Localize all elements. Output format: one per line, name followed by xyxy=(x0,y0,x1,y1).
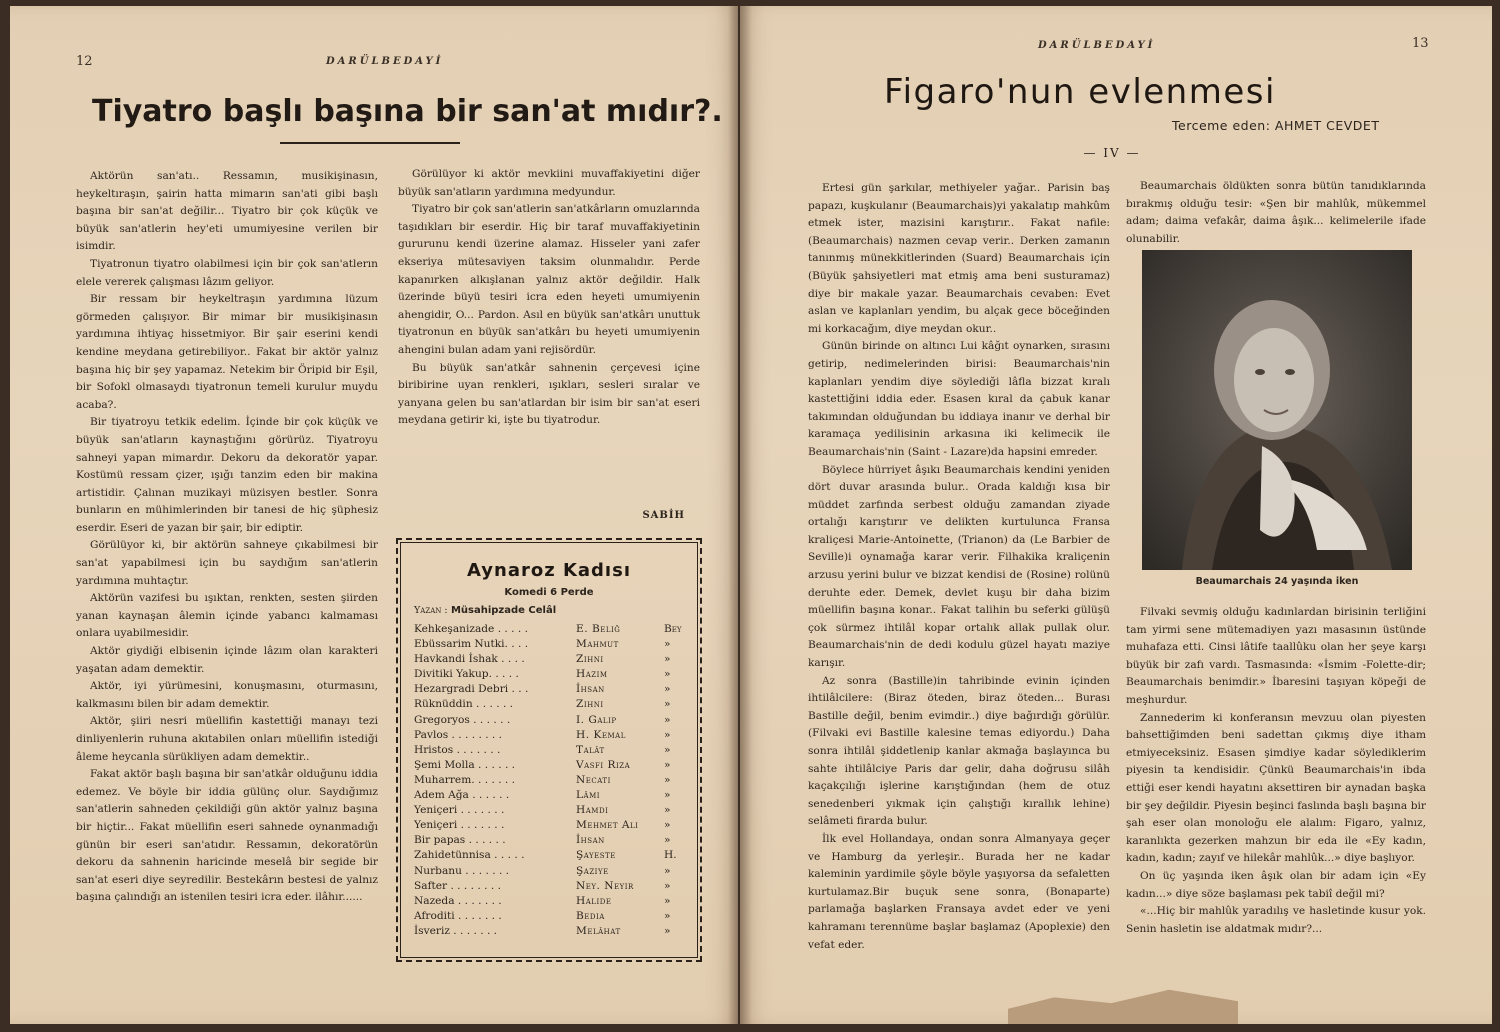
role-name: Kehkeşanizade . . . . . xyxy=(414,623,528,635)
cast-row xyxy=(414,697,684,712)
role-name: Yeniçeri . . . . . . . xyxy=(414,804,505,817)
title-mark: » xyxy=(664,834,671,847)
cast-row xyxy=(414,833,684,848)
actor-name: Mahmut xyxy=(576,638,619,651)
title-mark: Bey xyxy=(664,623,682,635)
role-name: Nurbanu . . . . . . . xyxy=(414,864,510,877)
cast-row xyxy=(414,788,684,803)
title-mark: » xyxy=(664,653,671,666)
paragraph: On üç yaşında iken âşık olan bir adam için «Ey kadın...» diye söze başlaması pek tabiî değil mi? xyxy=(1126,869,1426,900)
right-page xyxy=(740,6,1492,1024)
role-name: Nazeda . . . . . . . xyxy=(414,894,502,907)
cast-row xyxy=(414,682,684,697)
actor-name: Zihni xyxy=(576,698,604,711)
actor-name: Mehmet Ali xyxy=(576,819,639,832)
paragraph: Aktörün san'atı.. Ressamın, musikişinasın, heykeltıraşın, şairin hatta mimarın san'ati gibi başlı başına bir san'at değilir... Tiyatro bir çok küçük ve büyük san'atlerin hey'eti umumiyesine verilen bir isimdir. xyxy=(76,170,378,253)
beaumarchais-portrait-image xyxy=(1142,250,1412,570)
running-head: DARÜLBEDAYİ xyxy=(326,56,444,67)
play-title: Aynaroz Kadısı xyxy=(466,560,631,581)
right-column-2-bottom xyxy=(1126,604,1426,938)
role-name: Rüknüddin . . . . . . xyxy=(414,698,514,711)
role-name: Afroditi . . . . . . . xyxy=(414,909,502,922)
title-mark: » xyxy=(664,743,671,756)
title-mark: » xyxy=(664,758,671,771)
signature: SABİH xyxy=(642,510,685,521)
paragraph: Az sonra (Bastille)in tahribinde evinin içinden ihtilâlcilere: (Biraz öteden, biraz öteden... Burası Bastille değil, benim evimdir..) diye bağırdığı görülür. (Filvaki evi Bastille kalesine temas ediyordu.) Daha sonra ihtilâl şiddetlenip kanlar akmağa başlayınca bu sahte ihtilâlciye Paris dar gelir, daha doğrusu silâh kaçakçılığı işlerine karıştığından (hem de otuz senedenberi yıkmak için çalıştığı kırallık lehine) selâmeti firarda bulur. xyxy=(808,674,1110,828)
paragraph: Zannederim ki konferansın mevzuu olan piyesten bahsettiğimden beni sadettan çıkmış diye itham etmiyeceksiniz. Esasen şimdiye kadar söylediklerim piyesin ta kendisidir. Çünkü Beaumarchais'in ibda ettiği eser kendi hayatını aksettiren bir aynadan başka bir şey değildir. Piyesin beşinci faslında başlı başına bir şah eser olan monoloğu ele alalım: Figaro, yalnız, karanlıkta gezerken mahzun bir eda ile «Ey kadın, kadın, kadın; zayıf ve hilekâr mahlûk...» diye başlıyor. xyxy=(1126,711,1426,865)
title-mark: » xyxy=(664,789,671,802)
right-column-1 xyxy=(808,180,1110,954)
actor-name: Melâhat xyxy=(576,924,621,937)
title-mark: » xyxy=(664,804,671,817)
actor-name: Necati xyxy=(576,773,611,786)
actor-name: Ney. Neyir xyxy=(576,879,634,892)
left-column-2 xyxy=(398,166,700,430)
cast-row xyxy=(414,924,684,939)
title-mark: H. xyxy=(664,849,677,862)
paragraph: Tiyatronun tiyatro olabilmesi için bir çok san'atlerın elele vererek çalışması lâzım geliyor. xyxy=(76,257,378,288)
torn-edge xyxy=(1008,986,1238,1024)
cast-row xyxy=(414,818,684,833)
cast-row xyxy=(414,864,684,879)
title-mark: » xyxy=(664,864,671,877)
right-column-2-top xyxy=(1126,178,1426,248)
paragraph: «...Hiç bir mahlûk yaradılış ve hasletinde kusur yok. Senin hasletin ise aldatmak mıdır?... xyxy=(1126,905,1426,935)
paragraph: Bir ressam bir heykeltraşın yardımına lüzum görmeden çalışıyor. Bir mimar bir musikişinasın yardımına ihtiyaç hissetmiyor. Bir şair eserini kendi kendine meydana getirebiliyor.. Fakat bir aktör yalnız başına hiç bir şey yapamaz. Netekim bir Öripid bir Eşil, bir Sofokl olmasaydı tiyatronun temeli kurulur muydu acaba?. xyxy=(76,293,378,411)
role-name: Pavlos . . . . . . . . xyxy=(414,728,503,741)
paragraph: Beaumarchais öldükten sonra bütün tanıdıklarında bırakmış olduğu tesir: «Şen bir mahlûk, mükemmel adam; daima vefakâr, daima âşık... kelimelerile ifade olunabilir. xyxy=(1126,180,1426,245)
actor-name: Hazım xyxy=(576,668,608,681)
actor-name: Bedia xyxy=(576,909,605,922)
cast-list xyxy=(414,622,684,939)
actor-name: H. Kemal xyxy=(576,728,626,741)
paragraph: Görülüyor ki, bir aktörün sahneye çıkabilmesi bir san'at yapabilmesi için bu saydığım san'atlerin yardımına muhtaçtır. xyxy=(76,539,378,587)
cast-row xyxy=(414,637,684,652)
title-mark: » xyxy=(664,728,671,741)
author-label: Yazan : xyxy=(414,605,448,616)
portrait-photo xyxy=(1142,250,1412,570)
role-name: Yeniçeri . . . . . . . xyxy=(414,819,505,832)
cast-row xyxy=(414,879,684,894)
article-title: Figaro'nun evlenmesi xyxy=(884,72,1276,112)
title-mark: » xyxy=(664,909,671,922)
actor-name: İhsan xyxy=(576,834,605,847)
actor-name: I. Galip xyxy=(576,713,617,726)
role-name: Ebüssarim Nutki. . . . xyxy=(414,638,529,651)
cast-row xyxy=(414,773,684,788)
paragraph: Aktörün vazifesi bu ışıktan, renkten, sesten şiirden yanan kaynaşan âlemin içinde yabancı kalmaması onlara uyabilmesidir. xyxy=(76,592,378,640)
paragraph: İlk evel Hollandaya, ondan sonra Almanyaya geçer ve Hamburg da yerleşir.. Burada her ne kadar kaleminin yardimile şöyle böyle yaşıyorsa da sefaletten kurtulamaz.Bir buçuk sene sonra, (Bonaparte) parlamağa başlarken Fransaya avdet eder ve yeni kahramanı terennüme başlar başlamaz (Apoplexie) den vefat eder. xyxy=(808,832,1110,951)
gutter-shadow xyxy=(740,6,752,1024)
role-name: Gregoryos . . . . . . xyxy=(414,713,511,726)
translator-credit: Terceme eden: AHMET CEVDET xyxy=(1172,118,1380,133)
actor-name: Hamdi xyxy=(576,804,609,817)
play-subtitle: Komedi 6 Perde xyxy=(504,587,594,598)
role-name: Hezargradi Debri . . . xyxy=(414,683,529,696)
paragraph: Görülüyor ki aktör mevkiini muvaffakiyetini diğer büyük san'atların yardımına medyundur. xyxy=(398,168,700,198)
cast-row xyxy=(414,909,684,924)
article-title: Tiyatro başlı başına bir san'at mıdır?. xyxy=(92,94,723,129)
role-name: Adem Ağa . . . . . . xyxy=(414,789,510,802)
actor-name: Şaziye xyxy=(576,864,609,877)
paragraph: Aktör giydiği elbisenin içinde lâzım olan karakteri yaşatan adam demektir. xyxy=(76,645,378,675)
paragraph: Tiyatro bir çok san'atlerin san'atkârların omuzlarında taşıdıkları bir eserdir. Hiç bir taraf muvaffakiyetinin gururunu kendi üzerine alamaz. Hisseler yani zafer ekseriya mütesaviyen taksim olunmalıdır. Perde kapanırken alkışlanan yalnız aktör değildir. Halk üzerinde büyü tesiri icra eden heyeti umumiyenin ahengidir, O... Pardon. Asıl en büyük san'atkârı unuttuk tiyatronun en büyük san'atkârı bu heyeti umumiyenin ahengini bulan adam yani rejisördür. xyxy=(398,203,700,356)
paragraph: Bu büyük san'atkâr sahnenin çerçevesi içine biribirine uyan renkleri, ışıkları, sesleri sıralar ve yanyana gelen bu san'atlardan bir isim bir san'at eseri meydana getirir ki, işte bu tiyatrodur. xyxy=(398,361,700,427)
role-name: Şemi Molla . . . . . . xyxy=(414,758,516,771)
cast-row xyxy=(414,848,684,863)
actor-name: Halide xyxy=(576,894,612,907)
paragraph: Ertesi gün şarkılar, methiyeler yağar.. Parisin baş papazı, kuşkulanır (Beaumarchais)yi yakalatıp mahkûm etmek ister, mazisini karıştırır.. Fakat nafile: (Beaumarchais) nazmen cevap verir.. Derken zamanın tanınmış münekkitlerinden (Suard) Beaumarchais için (Büyük şahsiyetleri mat etmiş ama beni susturamaz) diye bir makale yazar. Beaumarchais cevaben: Evet aslan ve kaplanları yendim, bu alçak gece böceğinden mi korkacağım, diye meydan okur.. xyxy=(808,182,1110,335)
role-name: Bir papas . . . . . . xyxy=(414,834,506,847)
play-cast-box xyxy=(396,538,702,962)
cast-row xyxy=(414,894,684,909)
title-rule xyxy=(280,142,460,144)
title-mark: » xyxy=(664,819,671,832)
title-mark: » xyxy=(664,698,671,711)
paragraph: Aktör, iyi yürümesini, konuşmasını, oturmasını, kalkmasını bilen bir adam demektir. xyxy=(76,680,378,710)
cast-row xyxy=(414,743,684,758)
actor-name: E. Beliğ xyxy=(576,623,621,635)
page-number: 13 xyxy=(1412,36,1429,51)
page-number: 12 xyxy=(76,54,93,69)
title-mark: » xyxy=(664,638,671,651)
actor-name: Talât xyxy=(576,743,605,756)
title-mark: » xyxy=(664,894,671,907)
paragraph: Böylece hürriyet âşıkı Beaumarchais kendini yeniden dört duvar arasında bulur.. Orada kaldığı kısa bir müddet zarfında serbest olduğu zamandan ziyade ortalığı karıştırır ve delikten kurtulunca Fransa kraliçesi Marie-Antoinette, (Trianon) da (Le Barbier de Seville)i oynamağa karar verir. Filhakika kraliçenin arzusu yerini bulur ve bizzat kendisi de (Rosine) rolünü deruhte eder. Demek, devlet kuşu bir daha bizim müellifin başına konar.. Fakat talihin bu seferki gülüşü çok sürmez ihtilâl kopar ortalık allak pullak olur. Beaumarchais'nin de dedi kodulu güzel hayatı maziye karışır. xyxy=(808,463,1110,670)
title-mark: » xyxy=(664,713,671,726)
cast-row xyxy=(414,667,684,682)
actor-name: Şayeste xyxy=(576,849,616,862)
portrait-caption: Beaumarchais 24 yaşında iken xyxy=(1195,576,1359,587)
role-name: Divitiki Yakup. . . . . xyxy=(414,668,519,681)
cast-row xyxy=(414,803,684,818)
play-author-line xyxy=(414,604,700,616)
cast-row xyxy=(414,652,684,667)
paragraph: Günün birinde on altıncı Lui kâğıt oynarken, sırasını getirip, nedimelerinden birisi: Beaumarchais'nin kaplanları yendim diye söylediği lâfla bizzat kıralı kastettiğini iddia eder. Esasen kıral da çabuk kanar takımından olduğundan bu iddiaya inanır ve derhal bir karamaça yedilisinin arkasına iki kelimecik ile Beaumarchais'nin (Saint - Lazare)da hapsini emreder. xyxy=(808,340,1110,458)
left-column-1 xyxy=(76,168,378,907)
title-mark: » xyxy=(664,924,671,937)
role-name: Havkandi İshak . . . . xyxy=(414,653,525,666)
cast-row xyxy=(414,758,684,773)
part-number: — IV — xyxy=(1083,146,1141,160)
title-mark: » xyxy=(664,879,671,892)
title-mark: » xyxy=(664,683,671,696)
role-name: Muharrem. . . . . . . xyxy=(414,773,516,786)
author-name: Müsahipzade Celâl xyxy=(450,605,557,616)
left-page xyxy=(10,6,738,1024)
role-name: İsveriz . . . . . . . xyxy=(414,924,498,937)
gutter-shadow xyxy=(728,6,738,1024)
title-mark: » xyxy=(664,668,671,681)
role-name: Hristos . . . . . . . xyxy=(414,743,501,756)
title-mark: » xyxy=(664,773,671,786)
paragraph: Filvaki sevmiş olduğu kadınlardan birisinin terliğini tam yirmi sene mütemadiyen yazı masasının üstünde muhafaza etti. Cinsi lâtife taallûku olan her şeye karşı büyük bir zafı vardı. Tasmasında: «İsmim -Folette-dir; Beaumarchais benimdir.» İbaresini taşıyan köpeği de meşhurdur. xyxy=(1126,606,1426,706)
cast-row xyxy=(414,622,684,637)
paragraph: Aktör, şiiri nesri müellifin kastettiği manayı tezi dinliyenlerin ruhuna akıtabilen onları müellifin istediği âleme heycanla sürükliyen adam demektir.. xyxy=(76,715,378,763)
actor-name: Vasfi Rıza xyxy=(576,758,631,771)
actor-name: İhsan xyxy=(576,683,605,696)
cast-row xyxy=(414,728,684,743)
paragraph: Bir tiyatroyu tetkik edelim. İçinde bir çok küçük ve büyük san'atların kaynaştığını görürüz. Tiyatroyu sahneyi yapan mimardır. Dekoru da dekoratör yapar. Kostümü ressam çizer, ışığı tanzim eden bir makina artistidir. Çalınan muzikayi müzisyen bestler. Sonra bunların en mühimlerinden bir tanesi de hiç şüphesiz eserdir. Eseri de yazan bir şair, bir ediptir. xyxy=(76,416,378,534)
role-name: Safter . . . . . . . . xyxy=(414,879,501,892)
role-name: Zahidetünnisa . . . . . xyxy=(414,849,525,862)
paragraph: Fakat aktör başlı başına bir san'atkâr olduğunu iddia edemez. Ve böyle bir iddia gülünç olur. Saydığımız san'atlerin sahneden çekildiği gün aktör yalnız başına bir hiçtir... Fakat müellifin eseri sahnede oynanmadığı günün bir eseri san'atıdır. Ressamın, dekoratörün dekoru da sahnenin haricinde meselâ bir segide bir san'at eseri diye seyredilir. Bestekârın bestesi de yalnız başına çalındığı an istenilen tesiri icra eder. ilâhır...... xyxy=(76,768,378,904)
cast-row xyxy=(414,713,684,728)
actor-name: Lâmi xyxy=(576,789,601,802)
actor-name: Zihni xyxy=(576,653,604,666)
running-head: DARÜLBEDAYİ xyxy=(1038,40,1156,51)
